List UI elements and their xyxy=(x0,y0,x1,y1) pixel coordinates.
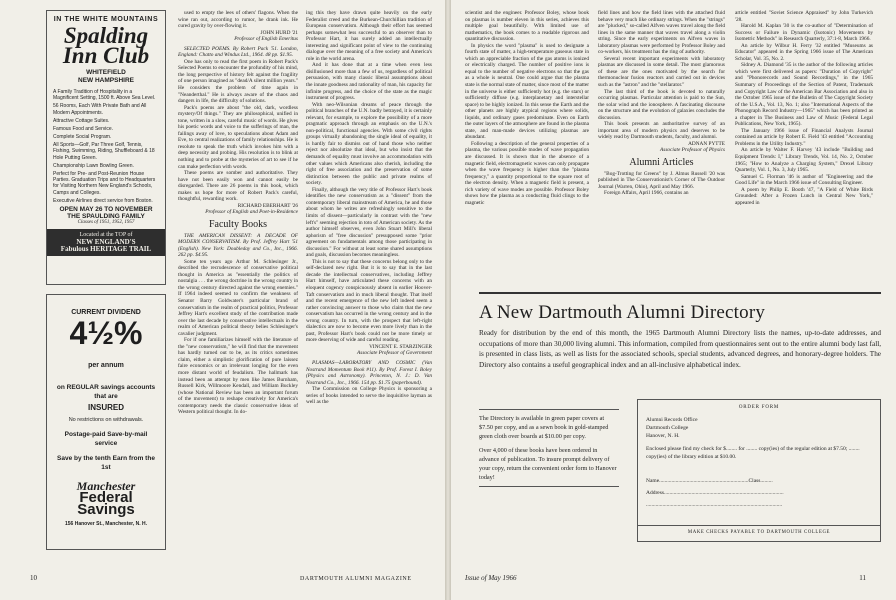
paragraph: The last third of the book is devoted to naturally occurring plasmas. Particular attention is paid to the Sun, the solar wind and the ionosphere. A fascinating discourse on the structure and the evolution of galaxies concludes the discussion. xyxy=(598,88,725,121)
family-classes: Classes of 1951, 1952, 1957 xyxy=(77,220,135,226)
ad-kicker: IN THE WHITE MOUNTAINS xyxy=(53,16,159,23)
dividend-label: CURRENT DIVIDEND xyxy=(71,309,141,316)
bank-address: 156 Hanover St., Manchester, N. H. xyxy=(65,521,147,527)
issue-date: Issue of May 1966 xyxy=(465,574,517,582)
reviewer-title: Associate Professor of Government xyxy=(357,350,432,357)
paragraph: One has only to read the first poem in Robert Pack's Selected Poems to encounter the profundity of his mind, the long perspective of history felt against the fragility of one person imagined as "dead/A silent million years." He considers the problem of time again in "Neanderthal." He is always aware of the chaos and dangers in life, the difficulty of solutions. xyxy=(178,58,298,105)
paragraph: "Bog-Trotting for Greens" by J. Almus Russell '20 was published in The Conservationist's Corner of The Outdoor Journal (Warren, Ohio), April and May 1966. xyxy=(598,170,725,190)
feature: Famous Food and Service. xyxy=(53,125,114,132)
paragraph: Harold M. Kaplan '30 is the co-author of "Determination of Success or Failure in Dynamic (Isotonic) Movements by Isometric Methods" in Research Quarterly, 37:1-8, March 1966. xyxy=(735,23,873,43)
paragraph: ing this they have drawn quite heavily on the early Federalist creed and the Burkean-Churchillian tradition of European conservatism. Although their effort has seemed perhaps somewhat less successful to an observer than to Professor Hart, it has surely added an intellectually interesting and significant point of view to the continuing dialogue over the meaning of a free society and America's role in the world arena. xyxy=(306,10,432,62)
family-name: THE SPAULDING FAMILY xyxy=(67,213,145,221)
restrictions: No restrictions on withdrawals. xyxy=(68,417,144,423)
reviewer-title: Associate Professor of Physics xyxy=(660,147,725,154)
column-c xyxy=(465,10,589,206)
reviewer-title: Professor of English Emeritus xyxy=(234,36,298,43)
open-dates: OPEN MAY 26 TO NOVEMBER xyxy=(59,206,153,214)
inn-name: Spalding Inn Club xyxy=(62,23,150,68)
feature: Championship Lawn Bowling Green. xyxy=(53,162,134,169)
column-b xyxy=(306,10,432,406)
paragraph: Foreign Affairs, April 1966, contains an xyxy=(604,190,689,197)
form-fields xyxy=(646,477,872,509)
paragraph: The Commission on College Physics is sponsoring a series of books intended to serve the inquisitive layman as well as the xyxy=(306,386,432,406)
column-a xyxy=(178,10,298,416)
order-form-heading: ORDER FORM xyxy=(738,405,780,410)
paragraph: Following a description of the general properties of a plasma, the various possible modes of wave propagation are discussed. It is shown that in the absence of a magnetic field, electromagnetic waves can only propagate when the wave frequency is higher than the "plasma frequency," a quantity proportional to the square root of the electron density. When a magnetic field is present, a rich variety of wave modes are possible. Professor Boley shows how the plasma as a conducting fluid clings to the magnetic xyxy=(465,140,589,206)
paragraph: scientist and the engineer. Professor Boley, whose book on plasmas is number eleven in this series, achieves this multiple goal beautifully. With limited use of mathematics, the book comes to a readable rigorous and quantitative discussion. xyxy=(465,10,589,43)
pricing-text: The Directory is available in green paper covers at $7.50 per copy, and as a sewn book in gold-stamped green cloth over boards at $10.00 per copy. xyxy=(479,415,609,440)
address-field[interactable]: Address....................................................................................... xyxy=(646,490,784,496)
book-citation: SELECTED POEMS. By Robert Pack '51. London, England: Chatto and Windus Ltd., 1964. 48 pp. $1.95. xyxy=(178,45,298,59)
banner-small: Located at the TOP of xyxy=(79,232,133,239)
manchester-bank-ad xyxy=(46,294,166,550)
book-citation: THE AMERICAN DISSENT: A DECADE OF MODERN CONSERVATISM. By Prof. Jeffrey Hart '51 (English). New York: Doubleday and Co., Inc., 1966. 262 pp. $4.95. xyxy=(178,232,298,259)
paragraph: Samuel C. Florman '46 is author of "Engineering and the Good Life" in the March 1966 issue of Consulting Engineer. xyxy=(735,173,873,187)
paragraph: In physics the word "plasma" is used to designate a fourth state of matter, a high-temperature gaseous state in which an appreciable fraction of the gas atoms is ionized or electrically charged. The number of positive ions is equal to the number of negative electrons so that the gas as a whole is neutral. One could argue that the plasma state is the normal state of matter, since most of the matter in the universe is either sufficiently hot (e.g. the stars) or sufficiently diffuse (e.g. interplanetary and interstellar space) to be highly ionized. In this sense the Earth and the other planets are highly atypical regions where solids, liquids, and ordinary gases predominate. Even on Earth the outer layers of the atmosphere are found in the plasma state, and man-made devices utilizing plasmas are abundant. xyxy=(465,42,589,141)
rate-value: 4½% xyxy=(69,315,143,351)
town-line: Hanover, N. H. xyxy=(646,433,680,439)
reviewer-title: Professor of English and Poet-in-Residence xyxy=(205,209,298,216)
book-citation: PLASMAS—LABORATORY AND COSMIC (Van Nostrand Momentum Book #11). By Prof. Forest I. Boley (Physics and Astronomy). Princeton, N. J.: D. Van Nostrand Co., Inc., 1966. 154 pp. $1.75 (paperbound). xyxy=(306,359,432,386)
paragraph: Some ten years ago Arthur M. Schlesinger Jr., described the recrudescence of conservative political thought in America as "essentially the politics of nostalgia . . . the wrong doctrine in the wrong country in the wrong century directed against the wrong enemies." If 1964 indeed seemed to confirm the weakness of Senator Barry Goldwater's particular brand of conservatism in the realm of practical politics, Professor Jeffrey Hart's excellent study of the contribution made over the last decade by conservative intellectuals in the realm of American political theory belies Schlesinger's cavalier judgment. xyxy=(178,258,298,337)
paragraph: field lines and how the field lines with the attached fluid behave very much like ordinary strings. When the "strings" are "plucked," so-called Alfven waves travel along the field lines in the same manner that waves travel along a violin string. Since the early experiments on Alfven waves in laboratory plasmas were performed by Professor Boley and co-workers, his treatment has the ring of authority. xyxy=(598,10,725,56)
address-field-2[interactable]: ................................................................................................... xyxy=(646,502,783,508)
bank-name: Federal Savings xyxy=(77,489,135,518)
spalding-inn-ad xyxy=(46,10,166,285)
paragraph: Several recent important experiments with laboratory plasmas are discussed in some detail. The most glamorous of these are the ones motivated by the search for thermonuclear fusion reactors and carried out in devices such as the "astron" and the "stellarator." xyxy=(598,55,725,89)
order-form[interactable] xyxy=(637,399,881,542)
paragraph: Finally, although the very title of Professor Hart's book identifies the new conservatism as a "dissent" from the contemporary liberal mainstream of America, he and those about whom he writes are refreshingly sensitive to the limits of dissent—particularly in contrast with the "new left's" seeming rejection in toto of American society. As the author himself observes, even John Stuart Mill's liberal aphorism of "free discussion" presupposed some "prior agreement on fundamentals among those participating in discussion." For without at least some shared assumptions and goals, discussion becomes meaningless. xyxy=(306,186,432,259)
right-page xyxy=(451,0,896,600)
feature: A Family Tradition of Hospitality in a Magnificent Setting, 1500 ft. Above Sea Level. xyxy=(53,89,156,102)
heritage-trail-banner xyxy=(47,229,165,256)
paragraph: With neo-Wilsonian dreams of peace through the political branches of the U.N. badly betrayed, it is certainly relevant, for example, to explore the possibility of a more pragmatic approach through an emphasis on the U.N.'s non-political, functional agencies. With some civil rights groups virtually abandoning the single ideal of equality, it is hardly fair to dismiss out of hand those who neither reject nor absolutize that ideal, but who insist that the demands of equality must involve an accommodation with other values which Americans also cherish, including the right of free association and the preservation of some distinction between the public and private realms of society. xyxy=(306,101,432,187)
inn-features xyxy=(53,89,159,204)
paragraph: used to empty the lees of others' flagons. When the wine ran out, according to rumor, he drank ink. He cured gravity by over-flowing it. xyxy=(178,10,298,30)
college-line: Dartmouth College xyxy=(646,425,689,431)
paragraph: A poem by Philip E. Booth '47, "A Field of White Birds Grounded: After a Frozen Lunch in Central New York," appeared in xyxy=(735,186,873,206)
section-heading: Alumni Articles xyxy=(629,157,694,169)
regular-savings: on REGULAR savings accounts that are xyxy=(56,384,156,400)
dividend-rate xyxy=(53,315,159,378)
bank-logo xyxy=(53,480,159,516)
right-folio: 11 xyxy=(859,574,866,582)
paragraph: article entitled "Soviet Science Appraised" by John Turkevich '28. xyxy=(735,10,873,23)
reviewer-name: RICHARD EBERHART '26 xyxy=(237,202,298,209)
rate-per: per annum xyxy=(88,361,124,369)
banner-big: NEW ENGLAND'S xyxy=(76,238,136,247)
payable-note: MAKE CHECKS PAYABLE TO DARTMOUTH COLLEGE xyxy=(638,525,880,537)
postage-paid: Postage-paid Save-by-mail service xyxy=(64,431,148,447)
paragraph: The January 1966 issue of Financial Analysts Journal contained an article by Robert E. Field '43 entitled "Accounting Problems in the Utility Industry." xyxy=(735,127,873,147)
name-field[interactable]: Name.................................................................Class......... xyxy=(646,478,773,484)
paragraph: Pack's poems are about "the old, dark, wordless mystery/Of things." They are philosophical, unified in tone, written in a slow, careful music of words. He gives his poetic words and voice to the sufferings of man, the failings away of love, to speculations about Adam and Eve, to central realizations of family relationships. He is resolute to speak the truth which invokes him with a deep necessity and probing. His resolution is to blink at nothing and to probe at the mysteries of art to see if he can make perfection with words. xyxy=(178,104,298,170)
paragraph: This book presents an authoritative survey of an important area of modern physics and deserves to be widely read by Dartmouth students, faculty, and alumni. xyxy=(598,121,725,141)
paragraph: And it has done that at a time when even less disillusioned more than a few of us, regardless of political persuasion, with many classic liberal assumptions about the innate goodness and rationality of man, his capacity for infinite progress, and the choice of the state as the magic instrument of progress. xyxy=(306,62,432,102)
left-folio: 10 xyxy=(30,574,37,582)
feature: Attractive Cottage Suites. xyxy=(53,117,110,124)
paragraph: An article by Wilbur H. Ferry '32 entitled "Museums as Educator" appeared in the Spring 1966 issue of The American Scholar, Vol. 35, No. 2. xyxy=(735,42,873,62)
section-heading: Faculty Books xyxy=(208,218,268,230)
insured-label: INSURED xyxy=(87,403,124,412)
reviewer-name: JOHN HURD '21 xyxy=(260,29,298,36)
bank-city: Manchester xyxy=(76,479,136,493)
left-masthead: DARTMOUTH ALUMNI MAGAZINE xyxy=(300,576,412,582)
paragraph: Sidney A. Diamond '35 is the author of the following articles which were first delivered as papers: "Duration of Copyright" and "Phonorecords and Sound Recordings," in the 1965 Summary of Proceedings of the Section of Patent, Trademark and Copyright Law of the American Bar Association and also in the October 1965 issue of the Bulletin of The Copyright Society of the U.S.A., Vol. 13, No. 1; also "International Aspects of the Phonograph Record Industry—1965" which has been printed as a chapter in The Business and Law of Music (Federal Legal Publications, New York, 1965). xyxy=(735,62,873,128)
order-text[interactable]: Enclosed please find my check for $........ for ........ copy(ies) of the regular edition at $7.50; ........ copy(ies) of the library edition at $10.00. xyxy=(646,446,860,460)
reviewer-name: ADNAN PYTTE xyxy=(688,140,725,147)
directory-description: Ready for distribution by the end of this month, the 1965 Dartmouth Alumni Directory lists the names, up-to-date addresses, and occupations of more than 30,000 living alumni. This information, compiled from questionnaires sent out to the entire alumni body last fall, is presented in class lists, as well as lists for the associated schools, special students, advanced degrees, and honorary-degree holders. The Directory also contains a useful geographical index and an all-inclusive alphabetical index. xyxy=(479,329,881,369)
paragraph: These poems are somber and authoritative. They have not been easily won and cannot easily be disregarded. There are 26 poems in this book, which makes us hope for more of Robert Pack's careful, thoughtful, rewarding work. xyxy=(178,170,298,203)
order-prompt: Over 4,000 of these books have been ordered in advance of publication. To insure prompt delivery of your copy, return the convenient order form to Hanover today! xyxy=(479,447,617,481)
feature: Complete Social Program. xyxy=(53,133,112,140)
directory-title: A New Dartmouth Alumni Directory xyxy=(479,302,766,323)
left-page xyxy=(0,0,445,600)
directory-pricing xyxy=(479,409,619,487)
office-line: Alumni Records Office xyxy=(646,417,698,423)
feature: All Sports—Golf, Par Three Golf, Tennis, Fishing, Swimming, Riding, Shuffleboard & 18 Hole Putting Green. xyxy=(53,141,155,161)
feature: Executive Airlines direct service from Boston. xyxy=(53,197,153,204)
alumni-directory-ad xyxy=(479,292,881,550)
reviewer-name: VINCENT E. STARZINGER xyxy=(369,343,432,350)
banner-trail: Fabulous HERITAGE TRAIL xyxy=(60,245,152,254)
paragraph: This is not to say that these concerns belong only to the self-declared new right. But it is to say that in the last decade the intellectual conservatives, including Jeffrey Hart himself, have articulated these concerns with an eloquent cogency conspicuously absent in earlier Hoover-Taft conservatism and in much liberal thought. That itself and the recent emergence of the new left indeed seem a rather convincing answer to those who claim that the new conservatism has occurred in the wrong century and in the wrong country. In turn, with the prospect that left-right dialectics are now to become even more lively than in the past, Professor Hart's book could not be more timely or more deserving of wide and careful reading. xyxy=(306,258,432,344)
column-e xyxy=(735,10,873,206)
inn-location: WHITEFIELD NEW HAMPSHIRE xyxy=(78,69,134,84)
feature: 56 Rooms, Each With Private Bath and All Modern Appointments. xyxy=(53,103,147,116)
paragraph: An article by Walter F. Harvey '43 include "Building and Equipment Trends: I," Library Trends, Vol. 14, No. 2, October 1965; "How to Analyze a Charging System," Drexel Library Quarterly, Vol. 1, No. 3, July 1965. xyxy=(735,147,873,174)
save-by-tenth: Save by the tenth Earn from the 1st xyxy=(57,455,155,471)
column-d xyxy=(598,10,725,197)
feature: Perfect for Pre- and Post-Reunion House Parties. Graduation Trips and to Headquarters for Visiting Northern New England's Schools, Camps and Colleges. xyxy=(53,170,156,196)
paragraph: For if one familiarizes himself with the literature of the "new conservatism," he will find that the movement has hardly turned out to be, as its critics sometimes claim, either a simplistic glorification of pure laissez faire economics or an irrelevant longing for the even more distant world of feudalism. The hallmark has instead been an attempt by men like James Burnham, Russell Kirk, Willmoore Kendall, and William Buckley (whose National Review has been an important forum of the movement) to reshape creatively for America's contemporary needs the classic conservative ideas of Western political thought. In do- xyxy=(178,337,298,416)
